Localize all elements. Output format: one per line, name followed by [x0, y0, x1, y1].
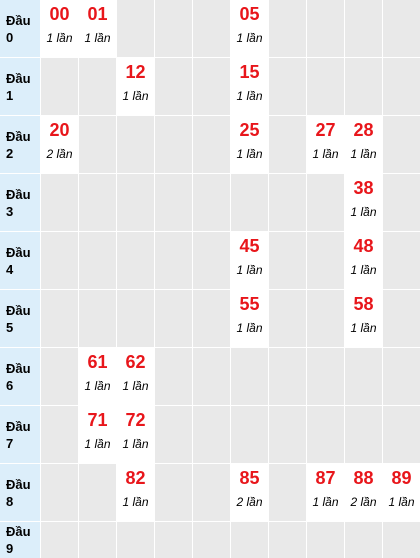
- number-value: 12: [125, 62, 146, 82]
- number-cell: [307, 464, 344, 521]
- number-count: 1 lần: [84, 437, 111, 451]
- number-count: 1 lần: [236, 263, 263, 277]
- number-cell: [345, 290, 382, 347]
- number-value: 00: [49, 4, 70, 24]
- number-cell: [41, 406, 78, 463]
- number-value: 55: [239, 294, 260, 314]
- number-cell: [383, 232, 420, 289]
- row-head-digit: 8: [6, 493, 14, 509]
- row-head-digit: 4: [6, 261, 14, 277]
- number-cell: [269, 0, 306, 57]
- row-head-label: Đầu: [6, 244, 31, 260]
- number-count: 2 lần: [350, 495, 377, 509]
- number-value: 01: [87, 4, 108, 24]
- number-cell: [193, 0, 230, 57]
- number-cell: [383, 174, 420, 231]
- number-cell: [193, 464, 230, 521]
- number-cell: [79, 0, 116, 57]
- number-cell: [41, 348, 78, 405]
- number-cell: [79, 58, 116, 115]
- number-cell: [117, 116, 154, 173]
- number-count: 1 lần: [312, 495, 339, 509]
- row-head-digit: 7: [6, 435, 14, 451]
- row-head-8: [0, 464, 40, 521]
- number-cell: [117, 58, 154, 115]
- number-value: 58: [353, 294, 374, 314]
- number-cell: [193, 522, 230, 558]
- number-cell: [231, 290, 268, 347]
- number-cell: [155, 464, 192, 521]
- number-value: 62: [125, 352, 146, 372]
- row-head-label: Đầu: [6, 70, 31, 86]
- number-cell: [269, 58, 306, 115]
- number-cell: [155, 290, 192, 347]
- number-cell: [193, 290, 230, 347]
- row-head-9: [0, 522, 40, 558]
- number-cell: [383, 522, 420, 558]
- number-cell: [269, 232, 306, 289]
- number-value: 45: [239, 236, 260, 256]
- number-value: 38: [353, 178, 374, 198]
- row-head-1: [0, 58, 40, 115]
- number-cell: [193, 174, 230, 231]
- number-cell: [117, 174, 154, 231]
- row-head-digit: 2: [6, 145, 14, 161]
- row-head-digit: 9: [6, 541, 14, 556]
- number-cell: [79, 464, 116, 521]
- number-count: 1 lần: [236, 31, 263, 45]
- number-value: 82: [125, 468, 146, 488]
- number-cell: [79, 406, 116, 463]
- row-head-5: [0, 290, 40, 347]
- number-count: 1 lần: [388, 495, 415, 509]
- number-value: 20: [49, 120, 70, 140]
- number-value: 87: [315, 468, 336, 488]
- number-count: 1 lần: [350, 321, 377, 335]
- number-cell: [345, 406, 382, 463]
- number-cell: [117, 0, 154, 57]
- number-cell: [79, 232, 116, 289]
- row-head-label: Đầu: [6, 12, 31, 28]
- number-cell: [307, 0, 344, 57]
- number-cell: [345, 348, 382, 405]
- number-cell: [155, 116, 192, 173]
- number-cell: [231, 0, 268, 57]
- row-head-4: [0, 232, 40, 289]
- row-head-label: Đầu: [6, 302, 31, 318]
- number-count: 1 lần: [312, 147, 339, 161]
- number-cell: [345, 116, 382, 173]
- number-cell: [193, 232, 230, 289]
- number-cell: [231, 174, 268, 231]
- number-cell: [193, 116, 230, 173]
- number-cell: [307, 58, 344, 115]
- number-value: 05: [239, 4, 260, 24]
- number-cell: [231, 116, 268, 173]
- number-count: 1 lần: [350, 263, 377, 277]
- number-cell: [269, 174, 306, 231]
- number-count: 1 lần: [122, 495, 149, 509]
- number-cell: [307, 522, 344, 558]
- number-value: 28: [353, 120, 374, 140]
- number-cell: [155, 174, 192, 231]
- number-count: 1 lần: [122, 89, 149, 103]
- number-cell: [41, 464, 78, 521]
- number-count: 1 lần: [236, 89, 263, 103]
- number-cell: [383, 0, 420, 57]
- number-cell: [307, 290, 344, 347]
- number-cell: [269, 406, 306, 463]
- number-cell: [155, 58, 192, 115]
- number-cell: [383, 464, 420, 521]
- number-cell: [117, 406, 154, 463]
- number-cell: [383, 58, 420, 115]
- number-cell: [155, 522, 192, 558]
- number-count: 1 lần: [350, 205, 377, 219]
- number-cell: [307, 348, 344, 405]
- number-cell: [193, 348, 230, 405]
- number-cell: [269, 348, 306, 405]
- row-head-2: [0, 116, 40, 173]
- row-head-digit: 3: [6, 203, 14, 219]
- number-count: 1 lần: [236, 147, 263, 161]
- number-value: 25: [239, 120, 260, 140]
- row-head-digit: 6: [6, 377, 14, 393]
- number-cell: [79, 116, 116, 173]
- row-head-label: Đầu: [6, 186, 31, 202]
- number-cell: [345, 58, 382, 115]
- number-value: 48: [353, 236, 374, 256]
- row-head-digit: 0: [6, 29, 14, 45]
- row-head-label: Đầu: [6, 360, 31, 376]
- number-cell: [155, 406, 192, 463]
- row-head-digit: 1: [6, 87, 14, 103]
- number-cell: [41, 58, 78, 115]
- number-cell: [155, 0, 192, 57]
- number-cell: [345, 464, 382, 521]
- number-cell: [269, 116, 306, 173]
- number-cell: [345, 232, 382, 289]
- row-head-digit: 5: [6, 319, 14, 335]
- number-cell: [117, 232, 154, 289]
- number-cell: [79, 522, 116, 558]
- number-cell: [231, 406, 268, 463]
- number-value: 88: [353, 468, 374, 488]
- number-cell: [79, 348, 116, 405]
- row-head-label: Đầu: [6, 476, 31, 492]
- number-cell: [193, 406, 230, 463]
- number-cell: [193, 58, 230, 115]
- row-head-label: Đầu: [6, 524, 31, 539]
- number-value: 15: [239, 62, 260, 82]
- number-count: 2 lần: [236, 495, 263, 509]
- number-count: 1 lần: [236, 321, 263, 335]
- number-cell: [307, 406, 344, 463]
- row-head-0: [0, 0, 40, 57]
- row-head-6: [0, 348, 40, 405]
- number-cell: [117, 522, 154, 558]
- number-cell: [231, 348, 268, 405]
- number-count: 1 lần: [122, 379, 149, 393]
- number-cell: [231, 232, 268, 289]
- number-count: 1 lần: [122, 437, 149, 451]
- number-count: 1 lần: [84, 31, 111, 45]
- number-cell: [307, 174, 344, 231]
- number-cell: [269, 464, 306, 521]
- number-cell: [41, 174, 78, 231]
- number-cell: [383, 116, 420, 173]
- number-value: 72: [125, 410, 146, 430]
- number-count: 1 lần: [350, 147, 377, 161]
- number-cell: [79, 290, 116, 347]
- number-count: 2 lần: [46, 147, 73, 161]
- number-cell: [345, 174, 382, 231]
- number-cell: [41, 0, 78, 57]
- number-cell: [117, 290, 154, 347]
- number-cell: [41, 232, 78, 289]
- number-cell: [307, 116, 344, 173]
- number-count: 1 lần: [46, 31, 73, 45]
- number-value: 61: [87, 352, 108, 372]
- number-value: 89: [391, 468, 412, 488]
- number-cell: [41, 522, 78, 558]
- number-cell: [117, 464, 154, 521]
- row-head-7: [0, 406, 40, 463]
- number-cell: [155, 348, 192, 405]
- number-count: 1 lần: [84, 379, 111, 393]
- number-cell: [231, 58, 268, 115]
- number-cell: [79, 174, 116, 231]
- number-cell: [41, 290, 78, 347]
- number-cell: [41, 116, 78, 173]
- number-cell: [345, 522, 382, 558]
- number-cell: [117, 348, 154, 405]
- number-cell: [383, 348, 420, 405]
- number-value: 71: [87, 410, 108, 430]
- number-cell: [231, 464, 268, 521]
- number-value: 85: [239, 468, 260, 488]
- number-cell: [383, 290, 420, 347]
- number-value: 27: [315, 120, 336, 140]
- number-cell: [307, 232, 344, 289]
- row-head-label: Đầu: [6, 128, 31, 144]
- row-head-label: Đầu: [6, 418, 31, 434]
- number-cell: [383, 406, 420, 463]
- number-cell: [231, 522, 268, 558]
- number-cell: [345, 0, 382, 57]
- row-head-3: [0, 174, 40, 231]
- number-cell: [269, 522, 306, 558]
- number-cell: [155, 232, 192, 289]
- number-cell: [269, 290, 306, 347]
